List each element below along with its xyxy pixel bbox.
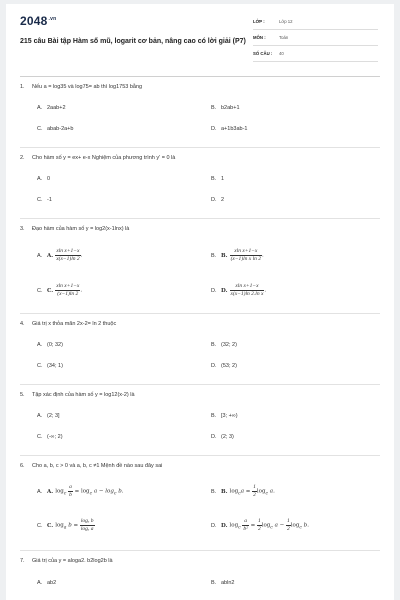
text-fragment: 2 <box>287 525 290 532</box>
text-fragment: Đạo hàm của hàm số y = log2(x-1lnx) là <box>32 226 130 232</box>
math-subscript: c <box>265 491 269 497</box>
text-fragment: log <box>256 488 266 495</box>
math-fraction <box>230 248 262 262</box>
meta-panel <box>253 17 378 65</box>
text-fragment: C. <box>47 522 54 529</box>
text-fragment: 2aab+2 <box>47 105 66 111</box>
text-fragment: xln x+1−x <box>56 283 80 289</box>
text-fragment: C. <box>37 434 43 440</box>
text-fragment: (-∞; 2) <box>47 434 63 440</box>
question-text <box>20 392 135 398</box>
text-fragment: A. <box>37 176 43 182</box>
text-fragment: Nếu a = log35 và log75= ab thì log1753 bằng <box>32 84 143 90</box>
text-fragment: B. <box>211 176 217 182</box>
meta-subject <box>253 33 378 46</box>
math-subscript: c <box>299 525 302 531</box>
text-fragment: log <box>261 522 271 529</box>
text-fragment: a <box>244 518 247 524</box>
page-title: 215 câu Bài tập Hàm số mũ, logarit cơ bản, nâng cao có lời giải (P7) <box>20 38 246 45</box>
option-c[interactable] <box>37 434 63 440</box>
text-fragment: logₑ a <box>80 525 94 532</box>
text-fragment: D. <box>221 522 228 529</box>
text-fragment: 1 <box>221 176 225 182</box>
option-b[interactable] <box>211 484 275 498</box>
question-separator <box>20 384 380 385</box>
text-fragment: b² <box>243 525 248 532</box>
header-divider <box>20 76 380 77</box>
text-fragment: 2 <box>253 491 256 498</box>
math-fraction <box>80 518 95 532</box>
math-fraction <box>55 248 80 262</box>
text-fragment: D. <box>211 522 217 529</box>
text-fragment: Cho a, b, c > 0 và a, b, c ≠1 Mệnh đề nào sau đây sai <box>32 463 163 469</box>
text-fragment: a <box>69 484 72 490</box>
text-fragment: a − <box>272 522 286 529</box>
option-a[interactable] <box>37 580 56 586</box>
math-subscript: c <box>238 525 241 531</box>
text-fragment: a+1b3ab-1 <box>221 126 248 132</box>
text-fragment: D. <box>211 197 217 203</box>
question-text <box>20 321 116 327</box>
option-b[interactable] <box>211 342 237 348</box>
option-d[interactable] <box>211 197 224 203</box>
option-c[interactable] <box>37 197 52 203</box>
math-fraction <box>68 484 73 498</box>
logo[interactable] <box>20 14 56 28</box>
text-fragment: 2 <box>221 197 225 203</box>
text-fragment: B. <box>211 252 217 259</box>
text-fragment: Cho hàm số y = ex+ e-x Nghiệm của phương trình y' = 0 là <box>32 155 176 161</box>
math-subscript: a <box>63 525 67 531</box>
text-fragment: b. <box>116 488 124 495</box>
text-fragment: B. <box>211 105 217 111</box>
text-fragment: (x−1)ln x ln 2 <box>230 255 262 262</box>
math-subscript: c <box>113 491 117 497</box>
text-fragment: A. <box>37 413 43 419</box>
option-a[interactable] <box>37 105 66 111</box>
option-d[interactable] <box>211 363 237 369</box>
header <box>6 4 394 72</box>
text-fragment: xln x+1−x <box>230 283 265 291</box>
text-fragment: a = <box>240 488 253 495</box>
math-subscript: c <box>238 491 241 497</box>
option-d[interactable] <box>211 434 234 440</box>
text-fragment: 4. <box>20 321 25 327</box>
text-fragment: log <box>229 488 239 495</box>
text-fragment: (2; 3) <box>221 434 234 440</box>
text-fragment: B. <box>211 580 217 586</box>
option-b[interactable] <box>211 413 238 419</box>
text-fragment: 0 <box>47 176 51 182</box>
option-d[interactable] <box>211 518 309 532</box>
text-fragment: (53; 2) <box>221 363 237 369</box>
text-fragment: A. <box>37 105 43 111</box>
option-a[interactable] <box>37 413 60 419</box>
text-fragment: D. <box>211 287 217 294</box>
text-fragment: D. <box>211 126 217 132</box>
option-d[interactable] <box>211 126 247 132</box>
meta-count <box>253 49 378 62</box>
question-text <box>20 226 129 232</box>
text-fragment: -1 <box>47 197 52 203</box>
logo-text: 2048 <box>20 14 48 28</box>
text-fragment: Giá trị của y = aloga2. b2log2b là <box>32 558 113 564</box>
text-fragment: B. <box>221 252 228 259</box>
option-c[interactable] <box>37 126 73 132</box>
option-c[interactable]: C. C. $\frac{\text{xln x+1−x}}{(x-1)\ln 2}$ . <box>37 283 83 297</box>
meta-key: LỚP : <box>253 19 265 24</box>
question-separator <box>20 147 380 148</box>
text-fragment: A. <box>37 580 43 586</box>
text-fragment: 1 <box>287 518 290 524</box>
text-fragment: D. <box>211 363 217 369</box>
text-fragment: log <box>55 488 64 495</box>
text-fragment: C. <box>37 126 43 132</box>
option-b[interactable]: B. B. $\frac{\text{xln x+1−x}}{\text{(x−1)ln x ln 2}}$ . <box>211 248 264 262</box>
text-fragment: = <box>248 522 257 529</box>
text-fragment: 1 <box>253 484 256 490</box>
text-fragment: 2 <box>257 525 261 532</box>
math-fraction <box>230 283 265 297</box>
option-b[interactable] <box>211 176 224 182</box>
logo-suffix: .vn <box>48 16 57 22</box>
text-fragment: 1. <box>20 84 25 90</box>
text-fragment: (2; 3] <box>47 413 60 419</box>
math-subscript: c <box>63 491 67 497</box>
text-fragment: 5. <box>20 392 25 398</box>
option-a[interactable]: A. A. $\frac{\text{xln x+1−x}}{x(x-1)\ln 2}$ . <box>37 248 83 262</box>
option-c[interactable] <box>37 518 95 532</box>
question-separator <box>20 313 380 314</box>
text-fragment: abab-2a+b <box>47 126 74 132</box>
option-a[interactable] <box>37 176 50 182</box>
text-fragment: B. <box>221 488 228 495</box>
math-subscript: c <box>89 491 93 497</box>
text-fragment: b <box>69 491 72 498</box>
text-fragment: a − log <box>92 488 114 495</box>
text-fragment: log <box>55 522 64 529</box>
text-fragment: B. <box>211 488 217 495</box>
meta-key: MÔN : <box>253 35 266 40</box>
text-fragment: 3. <box>20 226 25 232</box>
text-fragment: C. <box>37 522 43 529</box>
question-separator <box>20 218 380 219</box>
text-fragment: 2. <box>20 155 25 161</box>
question-separator <box>20 550 380 551</box>
text-fragment: b. <box>301 522 309 529</box>
text-fragment: D. <box>211 434 217 440</box>
text-fragment: A. <box>47 488 54 495</box>
text-fragment: [3; +∞) <box>221 413 238 419</box>
text-fragment: (32; 2) <box>221 342 237 348</box>
math-fraction <box>55 283 80 297</box>
question-text <box>20 84 142 90</box>
text-fragment: B. <box>211 342 217 348</box>
text-fragment: C. <box>37 287 43 294</box>
meta-value: 40 <box>279 51 284 56</box>
text-fragment: (0; 32) <box>47 342 63 348</box>
question-text <box>20 463 162 469</box>
text-fragment: x(x−1)ln 2.ln x <box>230 290 264 297</box>
text-fragment: Tập xác định của hàm số y = log12(x-2) là <box>32 392 135 398</box>
text-fragment: (x−1)ln 2 <box>57 290 79 297</box>
text-fragment: logₑ b <box>80 518 94 524</box>
text-fragment: C. <box>47 287 54 294</box>
meta-value: Lớp 12 <box>279 19 293 24</box>
text-fragment: abln2 <box>221 580 235 586</box>
text-fragment: log <box>229 522 239 529</box>
text-fragment: (34; 1) <box>47 363 63 369</box>
meta-grade <box>253 17 378 30</box>
text-fragment: = log <box>74 488 90 495</box>
text-fragment: ab2 <box>47 580 57 586</box>
meta-value: Toán <box>279 35 289 40</box>
text-fragment: xln x+1−x <box>230 248 262 256</box>
option-a[interactable] <box>37 342 63 348</box>
text-fragment: a. <box>268 488 275 495</box>
text-fragment: 6. <box>20 463 25 469</box>
option-b[interactable] <box>211 105 240 111</box>
text-fragment: log <box>290 522 300 529</box>
text-fragment: A. <box>37 342 43 348</box>
option-c[interactable] <box>37 363 63 369</box>
text-fragment: C. <box>37 363 43 369</box>
text-fragment: C. <box>37 197 43 203</box>
math-subscript: c <box>270 525 273 531</box>
text-fragment: A. <box>37 252 43 259</box>
option-a[interactable] <box>37 484 123 498</box>
text-fragment: Giá trị x thỏa mãn 2x-2= ln 2 thuộc <box>32 321 117 327</box>
question-separator <box>20 455 380 456</box>
text-fragment: A. <box>47 252 54 259</box>
text-fragment: D. <box>221 287 228 294</box>
text-fragment: b = <box>66 522 80 529</box>
question-text <box>20 558 113 564</box>
option-b[interactable] <box>211 580 234 586</box>
text-fragment: b2ab+1 <box>221 105 240 111</box>
document-page <box>6 4 394 600</box>
text-fragment: x(x−1)ln 2 <box>56 255 80 262</box>
text-fragment: B. <box>211 413 217 419</box>
meta-key: SỐ CÂU : <box>253 51 273 56</box>
question-text <box>20 155 175 161</box>
option-d[interactable]: D. D. $\frac{\text{xln x+1−x}}{\text{x(x−1)ln 2.ln x}}$ . <box>211 283 267 297</box>
text-fragment: 1 <box>257 518 261 524</box>
text-fragment: A. <box>37 488 43 495</box>
text-fragment: xln x+1−x <box>56 248 80 254</box>
text-fragment: 7. <box>20 558 25 564</box>
